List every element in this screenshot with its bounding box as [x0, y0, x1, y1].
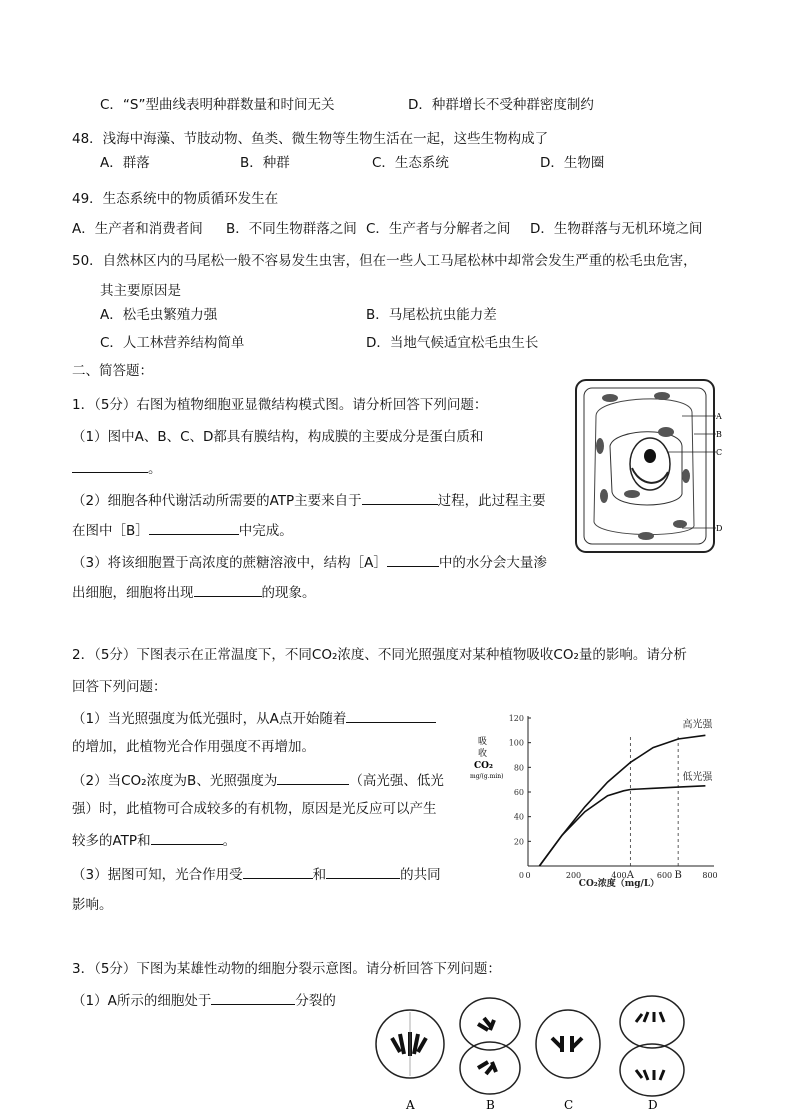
x-tick-label: 800	[702, 871, 718, 880]
s1-part2-line2: 在图中［B］ 中完成。	[72, 520, 293, 540]
answer-blank[interactable]	[277, 770, 349, 785]
cell-division-diagram	[372, 994, 690, 1119]
cell-c	[536, 1010, 600, 1112]
s2-part3-line2: 影响。	[72, 897, 113, 913]
q50-option-c: C．人工林营养结构简单	[100, 335, 245, 351]
answer-blank[interactable]	[362, 490, 438, 505]
s1-part3-line2: 出细胞，细胞将出现 的现象。	[72, 582, 316, 602]
co2-absorption-chart	[470, 708, 730, 892]
q48-option-c: C．生态系统	[372, 155, 449, 171]
s2-stem-line1: 2．（5分）下图表示在正常温度下，不同CO₂浓度、不同光照强度对某种植物吸收CO₂量的影响。请分析	[72, 647, 687, 663]
answer-blank[interactable]	[72, 458, 148, 473]
s2-part2-line2: 强）时，此植物可合成较多的有机物，原因是光反应可以产生	[72, 801, 437, 817]
series-line-1	[539, 735, 705, 866]
q47-option-d: D．种群增长不受种群密度制约	[408, 97, 594, 113]
s1-part1-line1: （1）图中A、B、C、D都具有膜结构，构成膜的主要成分是蛋白质和	[72, 429, 484, 445]
q49-option-c: C．生产者与分解者之间	[366, 221, 511, 237]
x-tick-label: 600	[656, 871, 673, 880]
y-axis-unit: mg/(g.min)	[470, 773, 504, 780]
series-label-1: 高光强	[682, 719, 713, 731]
cell-label-a: A	[716, 412, 722, 421]
s1-part2-line1: （2）细胞各种代谢活动所需要的ATP主要来自于 过程，此过程主要	[72, 490, 546, 510]
y-tick-label: 60	[513, 788, 524, 797]
cell-label-c: C	[564, 1098, 574, 1112]
q50-option-d: D．当地气候适宜松毛虫生长	[366, 335, 539, 351]
plant-cell-diagram	[570, 376, 723, 556]
q50-stem-line2: 其主要原因是	[100, 283, 181, 299]
q50-stem-line1: 50．自然林区内的马尾松一般不容易发生虫害，但在一些人工马尾松林中却常会发生严重的松毛虫危害，	[72, 253, 697, 269]
y-tick-label: 40	[513, 812, 524, 822]
s3-part1-line1: （1）A所示的细胞处于 分裂的	[72, 990, 336, 1010]
cell-label-c: C	[716, 448, 723, 457]
y-tick-label: 100	[508, 738, 524, 748]
s2-part2-line1: （2）当CO₂浓度为B、光照强度为 （高光强、低光	[72, 770, 444, 790]
q48-option-b: B．种群	[240, 155, 290, 171]
q49-stem: 49．生态系统中的物质循环发生在	[72, 191, 279, 207]
answer-blank[interactable]	[149, 520, 239, 535]
q48-option-d: D．生物圈	[540, 155, 605, 171]
cell-label-b: B	[716, 430, 722, 439]
y-axis-label-2: 收	[478, 749, 488, 759]
x-tick-label: A	[626, 870, 634, 881]
q50-option-a: A．松毛虫繁殖力强	[100, 307, 218, 323]
x-tick-label: 400	[611, 871, 627, 880]
s2-part3-line1: （3）据图可知，光合作用受 和 的共同	[72, 864, 441, 884]
cell-label-d: D	[716, 524, 723, 533]
x-tick-label: 0	[525, 871, 531, 880]
q49-option-a: A．生产者和消费者间	[72, 221, 203, 237]
answer-blank[interactable]	[346, 708, 436, 723]
cell-label-b: B	[486, 1098, 495, 1112]
y-axis-label-co2: CO₂	[474, 761, 493, 771]
s1-part1-line2: 。	[72, 458, 162, 478]
series-label-2: 低光强	[682, 771, 713, 783]
s3-stem: 3．（5分）下图为某雄性动物的细胞分裂示意图。请分析回答下列问题：	[72, 961, 501, 977]
y-tick-label: 80	[513, 763, 524, 773]
answer-blank[interactable]	[387, 552, 439, 567]
s2-part2-line3: 较多的ATP和 。	[72, 830, 236, 850]
y-axis-label: 吸	[478, 737, 488, 747]
answer-blank[interactable]	[194, 582, 262, 597]
s1-stem: 1．（5分）右图为植物细胞亚显微结构模式图。请分析回答下列问题：	[72, 397, 488, 413]
y-tick-label: 20	[513, 837, 524, 847]
s2-part1-line2: 的增加，此植物光合作用强度不再增加。	[72, 739, 315, 755]
cell-d	[620, 996, 684, 1112]
s2-stem-line2: 回答下列问题：	[72, 679, 167, 695]
cell-label-d: D	[648, 1098, 658, 1112]
q48-option-a: A．群落	[100, 155, 150, 171]
answer-blank[interactable]	[151, 830, 223, 845]
cell-b	[460, 998, 520, 1112]
q50-option-b: B．马尾松抗虫能力差	[366, 307, 497, 323]
s1-part3-line1: （3）将该细胞置于高浓度的蔗糖溶液中，结构［A］ 中的水分会大量渗	[72, 552, 547, 572]
x-axis-label: CO₂浓度（mg/L）	[578, 879, 660, 889]
q49-option-d: D．生物群落与无机环境之间	[530, 221, 703, 237]
answer-blank[interactable]	[326, 864, 400, 879]
s2-part1-line1: （1）当光照强度为低光强时，从A点开始随着	[72, 708, 436, 728]
cell-label-a: A	[406, 1098, 415, 1112]
q47-option-c: C．“S”型曲线表明种群数量和时间无关	[100, 97, 335, 113]
answer-blank[interactable]	[211, 990, 295, 1005]
q49-option-b: B．不同生物群落之间	[226, 221, 357, 237]
q48-stem: 48．浅海中海藻、节肢动物、鱼类、微生物等生物生活在一起，这些生物构成了	[72, 131, 549, 147]
origin-label: 0	[518, 871, 524, 880]
x-tick-label: B	[674, 870, 682, 881]
cell-a	[376, 1010, 444, 1112]
section-title: 二、简答题：	[72, 363, 153, 379]
y-tick-label: 120	[508, 714, 524, 723]
series-line-2	[539, 786, 705, 866]
answer-blank[interactable]	[243, 864, 313, 879]
x-tick-label: 200	[565, 871, 582, 880]
